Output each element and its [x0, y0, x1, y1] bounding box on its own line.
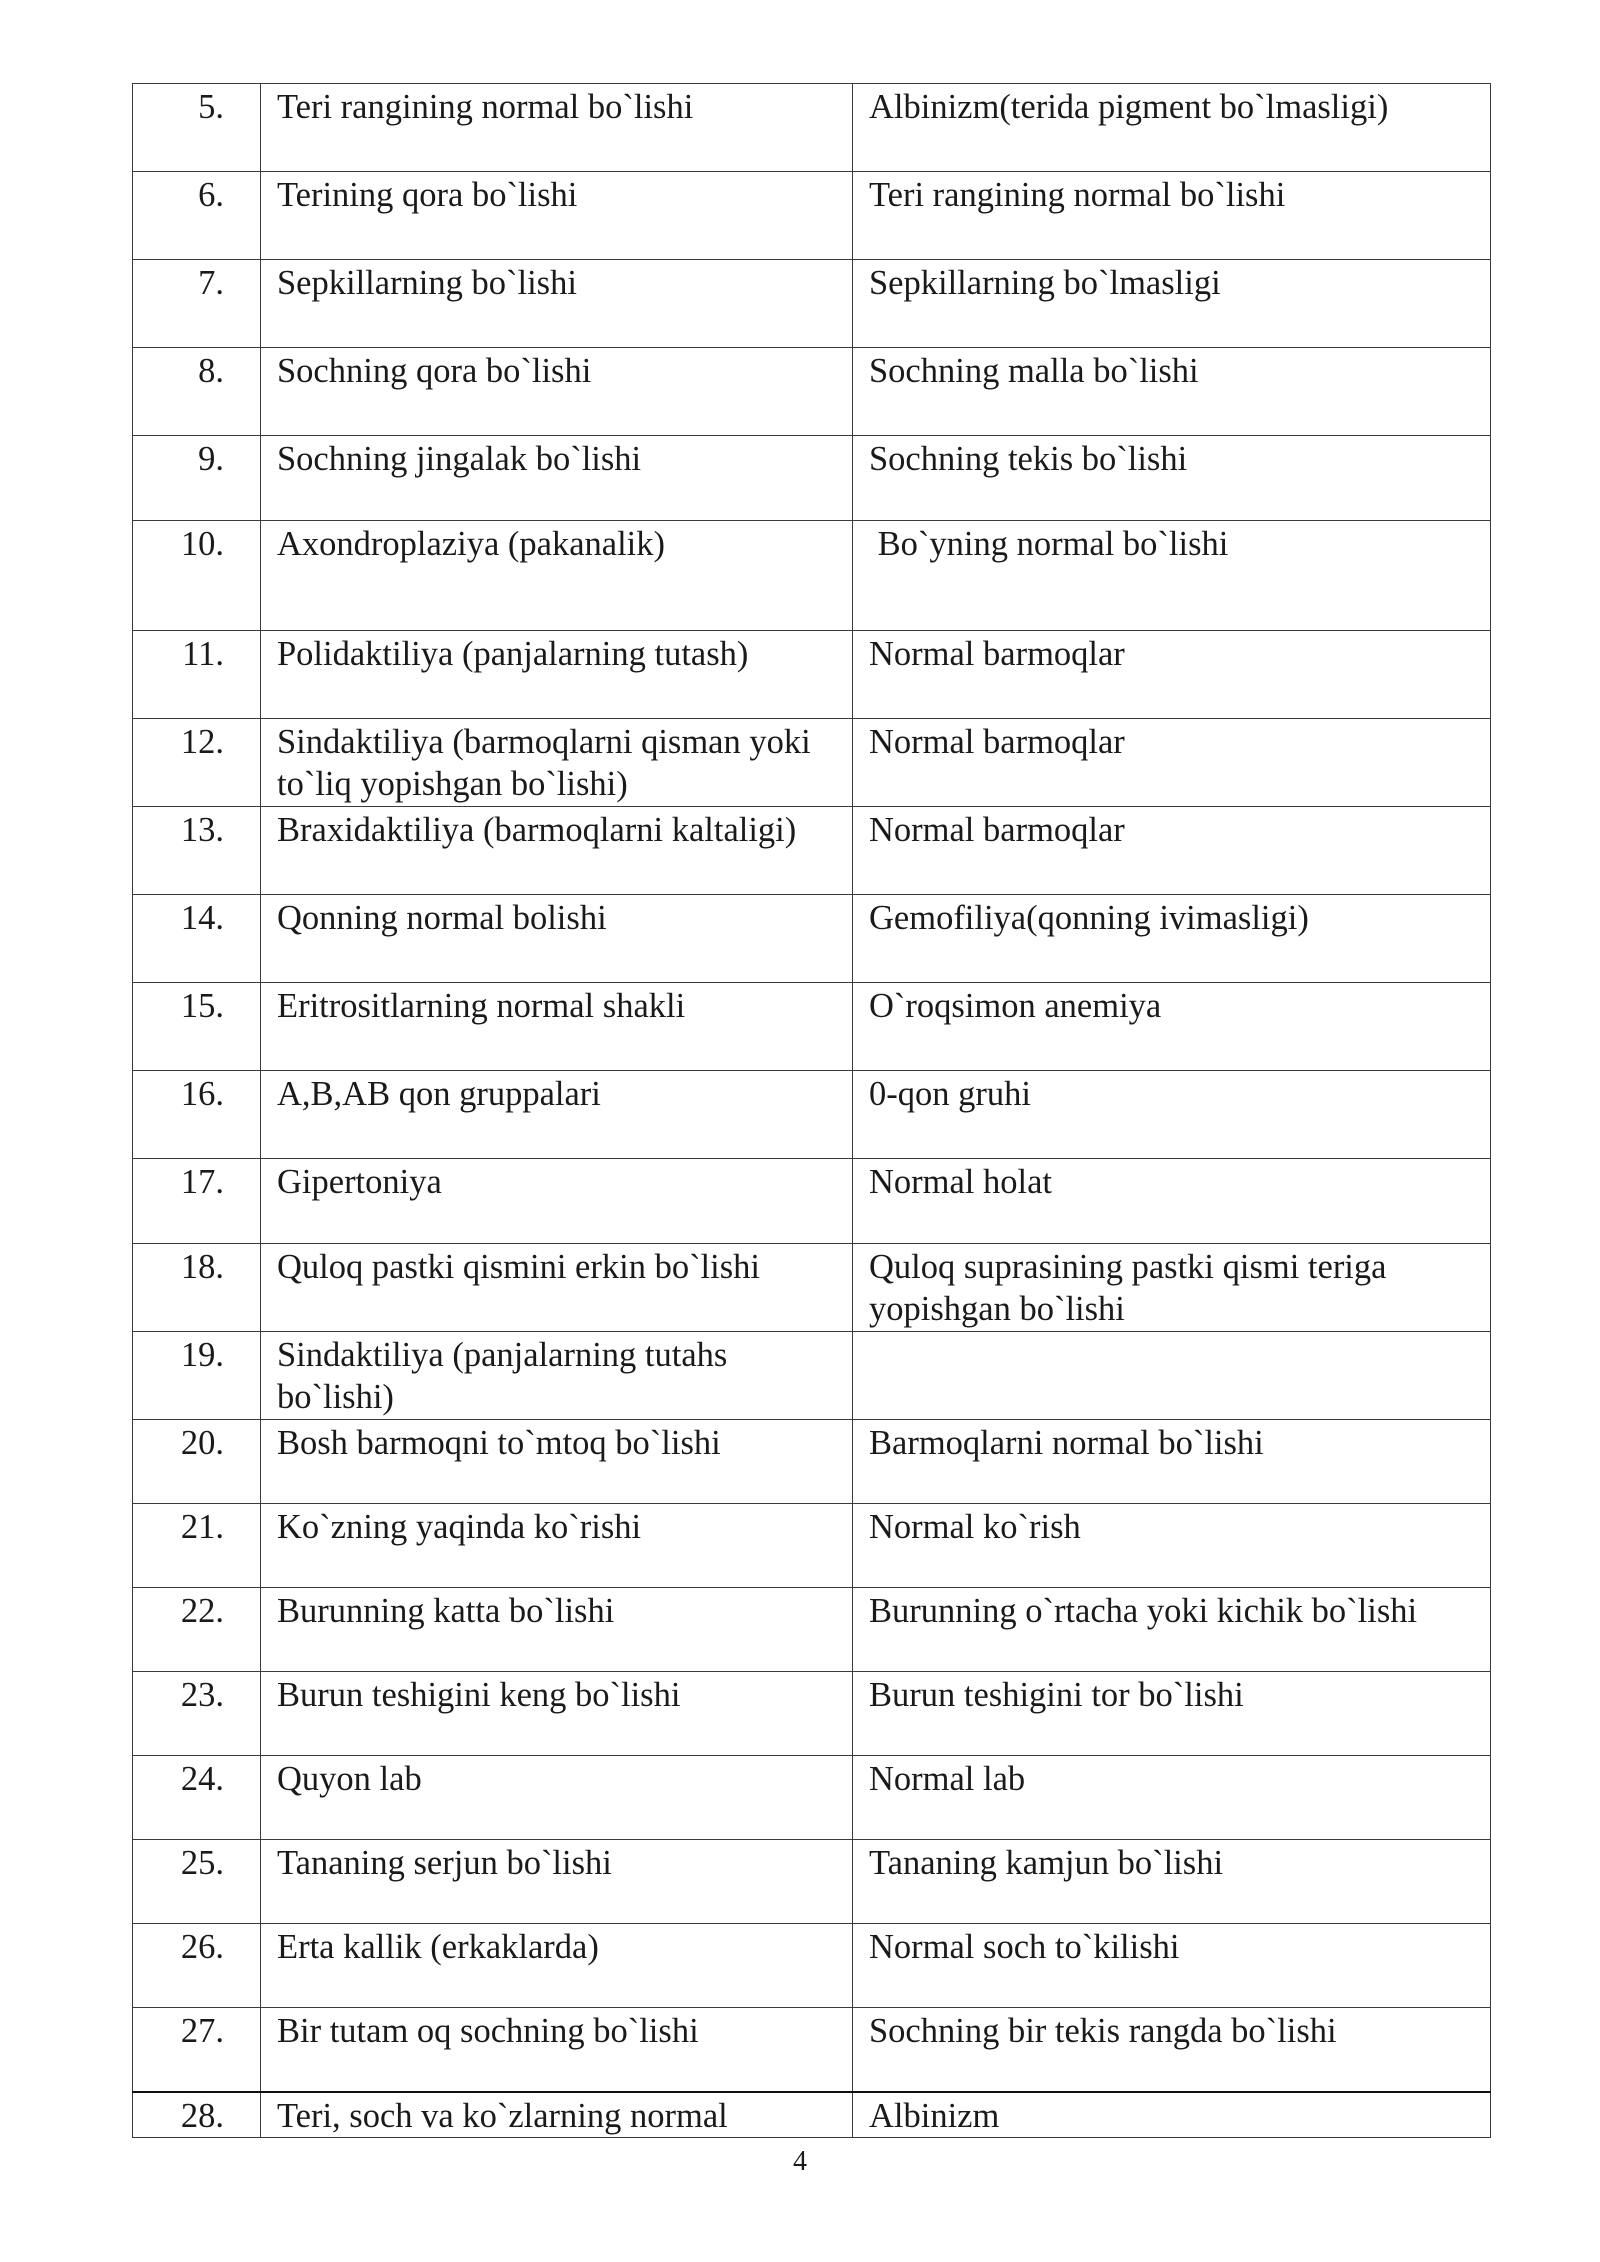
recessive-trait: Sepkillarning bo`lmasligi — [853, 260, 1491, 348]
table-row — [133, 1071, 1491, 1159]
table-row — [133, 1756, 1491, 1840]
recessive-trait: Albinizm — [853, 2092, 1491, 2138]
recessive-trait: Normal soch to`kilishi — [853, 1924, 1491, 2008]
table-row — [133, 983, 1491, 1071]
table-row — [133, 1420, 1491, 1504]
dominant-trait: Sepkillarning bo`lishi — [261, 260, 853, 348]
dominant-trait: Axondroplaziya (pakanalik) — [261, 521, 853, 631]
dominant-trait: Tananing serjun bo`lishi — [261, 1840, 853, 1924]
row-number: 28. — [133, 2092, 261, 2138]
recessive-trait: 0-qon gruhi — [853, 1071, 1491, 1159]
recessive-trait: Normal barmoqlar — [853, 631, 1491, 719]
dominant-trait: Bir tutam oq sochning bo`lishi — [261, 2008, 853, 2092]
row-number: 25. — [133, 1840, 261, 1924]
dominant-trait: Sochning qora bo`lishi — [261, 348, 853, 436]
recessive-trait: Sochning malla bo`lishi — [853, 348, 1491, 436]
table-row — [133, 84, 1491, 172]
table-row — [133, 2008, 1491, 2092]
table-row — [133, 1924, 1491, 2008]
dominant-trait: Quloq pastki qismini erkin bo`lishi — [261, 1244, 853, 1332]
dominant-trait: Terining qora bo`lishi — [261, 172, 853, 260]
row-number: 24. — [133, 1756, 261, 1840]
dominant-trait: Gipertoniya — [261, 1159, 853, 1244]
table-row — [133, 1332, 1491, 1420]
row-number: 18. — [133, 1244, 261, 1332]
dominant-trait: A,B,AB qon gruppalari — [261, 1071, 853, 1159]
recessive-trait: Burunning o`rtacha yoki kichik bo`lishi — [853, 1588, 1491, 1672]
row-number: 16. — [133, 1071, 261, 1159]
table-row — [133, 348, 1491, 436]
row-number: 7. — [133, 260, 261, 348]
recessive-trait: Quloq suprasining pastki qismi teriga yopishgan bo`lishi — [853, 1244, 1491, 1332]
dominant-trait: Erta kallik (erkaklarda) — [261, 1924, 853, 2008]
dominant-trait: Quyon lab — [261, 1756, 853, 1840]
row-number: 14. — [133, 895, 261, 983]
row-number: 11. — [133, 631, 261, 719]
row-number: 6. — [133, 172, 261, 260]
recessive-trait: Sochning tekis bo`lishi — [853, 436, 1491, 521]
dominant-trait: Teri rangining normal bo`lishi — [261, 84, 853, 172]
row-number: 27. — [133, 2008, 261, 2092]
dominant-trait: Braxidaktiliya (barmoqlarni kaltaligi) — [261, 807, 853, 895]
recessive-trait: Normal barmoqlar — [853, 719, 1491, 807]
dominant-trait: Qonning normal bolishi — [261, 895, 853, 983]
row-number: 5. — [133, 84, 261, 172]
recessive-trait: Albinizm(terida pigment bo`lmasligi) — [853, 84, 1491, 172]
table-row — [133, 521, 1491, 631]
dominant-trait: Sindaktiliya (barmoqlarni qisman yoki to`liq yopishgan bo`lishi) — [261, 719, 853, 807]
table-row — [133, 807, 1491, 895]
recessive-trait: O`roqsimon anemiya — [853, 983, 1491, 1071]
row-number: 9. — [133, 436, 261, 521]
row-number: 20. — [133, 1420, 261, 1504]
row-number: 21. — [133, 1504, 261, 1588]
row-number: 8. — [133, 348, 261, 436]
recessive-trait: Normal lab — [853, 1756, 1491, 1840]
traits-table — [132, 83, 1491, 2138]
table-row — [133, 436, 1491, 521]
table-row — [133, 1672, 1491, 1756]
table-row — [133, 172, 1491, 260]
recessive-trait: Barmoqlarni normal bo`lishi — [853, 1420, 1491, 1504]
dominant-trait: Bosh barmoqni to`mtoq bo`lishi — [261, 1420, 853, 1504]
recessive-trait: Gemofiliya(qonning ivimasligi) — [853, 895, 1491, 983]
dominant-trait: Burun teshigini keng bo`lishi — [261, 1672, 853, 1756]
table-row — [133, 1244, 1491, 1332]
row-number: 26. — [133, 1924, 261, 2008]
row-number: 23. — [133, 1672, 261, 1756]
recessive-trait: Burun teshigini tor bo`lishi — [853, 1672, 1491, 1756]
dominant-trait: Ko`zning yaqinda ko`rishi — [261, 1504, 853, 1588]
row-number: 13. — [133, 807, 261, 895]
row-number: 12. — [133, 719, 261, 807]
dominant-trait: Polidaktiliya (panjalarning tutash) — [261, 631, 853, 719]
table-row — [133, 1840, 1491, 1924]
row-number: 22. — [133, 1588, 261, 1672]
table-row — [133, 631, 1491, 719]
recessive-trait: Tananing kamjun bo`lishi — [853, 1840, 1491, 1924]
table-row — [133, 1504, 1491, 1588]
table-row — [133, 1588, 1491, 1672]
table-row — [133, 260, 1491, 348]
dominant-trait: Teri, soch va ko`zlarning normal — [261, 2092, 853, 2138]
table-row — [133, 895, 1491, 983]
recessive-trait: Sochning bir tekis rangda bo`lishi — [853, 2008, 1491, 2092]
table-row — [133, 1159, 1491, 1244]
recessive-trait: Teri rangining normal bo`lishi — [853, 172, 1491, 260]
recessive-trait — [853, 1332, 1491, 1420]
row-number: 19. — [133, 1332, 261, 1420]
page-number: 4 — [793, 2146, 807, 2177]
row-number: 10. — [133, 521, 261, 631]
dominant-trait: Sochning jingalak bo`lishi — [261, 436, 853, 521]
dominant-trait: Eritrositlarning normal shakli — [261, 983, 853, 1071]
table-row — [133, 719, 1491, 807]
dominant-trait: Burunning katta bo`lishi — [261, 1588, 853, 1672]
recessive-trait: Normal barmoqlar — [853, 807, 1491, 895]
dominant-trait: Sindaktiliya (panjalarning tutahs bo`lishi) — [261, 1332, 853, 1420]
recessive-trait: Bo`yning normal bo`lishi — [853, 521, 1491, 631]
recessive-trait: Normal ko`rish — [853, 1504, 1491, 1588]
recessive-trait: Normal holat — [853, 1159, 1491, 1244]
table-row — [133, 2092, 1491, 2138]
row-number: 15. — [133, 983, 261, 1071]
row-number: 17. — [133, 1159, 261, 1244]
